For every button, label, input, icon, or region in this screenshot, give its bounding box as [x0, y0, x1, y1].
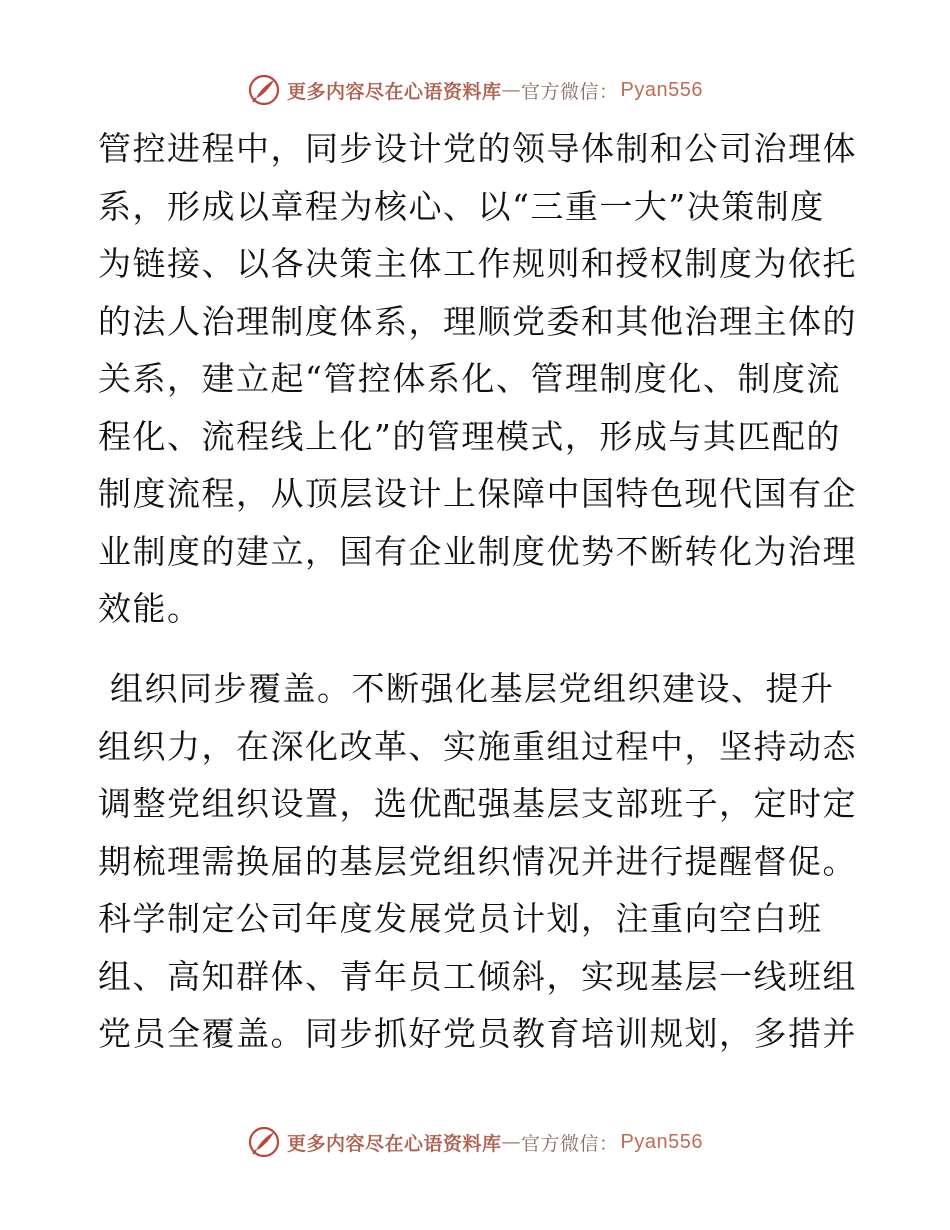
text-line: 业制度的建立，国有企业制度优势不断转化为治理 — [98, 531, 857, 571]
feather-pen-logo-icon — [247, 73, 281, 107]
text-line: 组、高知群体、青年员工倾斜，实现基层一线班组 — [98, 956, 857, 996]
text-line: 组织同步覆盖。不断强化基层党组织建设、提升 — [98, 669, 835, 708]
paragraph-1 — [98, 120, 858, 638]
feather-pen-logo-icon — [247, 1125, 281, 1159]
text-line: 制度流程，从顶层设计上保障中国特色现代国有企 — [98, 474, 857, 513]
banner-wechat-label: 官方微信： — [521, 80, 619, 103]
text-line: 关系，建立起“管控体系化、管理制度化、制度流 — [98, 359, 841, 398]
text-line: 管控进程中，同步设计党的领导体制和公司治理体 — [98, 129, 857, 168]
banner-brand: 更多内容尽在心语资料库 — [287, 80, 502, 103]
banner-wechat-label: 官方微信： — [521, 1132, 619, 1155]
paragraph-2 — [98, 660, 858, 1063]
text-line: 的法人治理制度体系，理顺党委和其他治理主体的 — [98, 301, 857, 341]
text-line: 组织力，在深化改革、实施重组过程中，坚持动态 — [98, 726, 857, 766]
text-line: 期梳理需换届的基层党组织情况并进行提醒督促。 — [98, 841, 857, 881]
text-line: 程化、流程线上化”的管理模式，形成与其匹配的 — [98, 416, 841, 456]
footer-banner — [0, 1124, 950, 1160]
header-banner — [0, 72, 950, 108]
text-line: 为链接、以各决策主体工作规则和授权制度为依托 — [98, 244, 857, 283]
text-line: 党员全覆盖。同步抓好党员教育培训规划，多措并 — [98, 1014, 857, 1053]
text-line: 调整党组织设置，选优配强基层支部班子，定时定 — [98, 784, 857, 823]
text-line: 系，形成以章程为核心、以“三重一大”决策制度 — [98, 186, 825, 226]
banner-wechat-id: Pyan556 — [620, 1130, 703, 1153]
banner-brand: 更多内容尽在心语资料库 — [287, 1132, 502, 1155]
banner-wechat-id: Pyan556 — [620, 78, 703, 101]
text-line: 效能。 — [98, 589, 202, 628]
text-line: 科学制定公司年度发展党员计划，注重向空白班 — [98, 899, 823, 938]
banner-separator: — — [501, 1131, 522, 1153]
banner-separator: — — [501, 79, 522, 101]
